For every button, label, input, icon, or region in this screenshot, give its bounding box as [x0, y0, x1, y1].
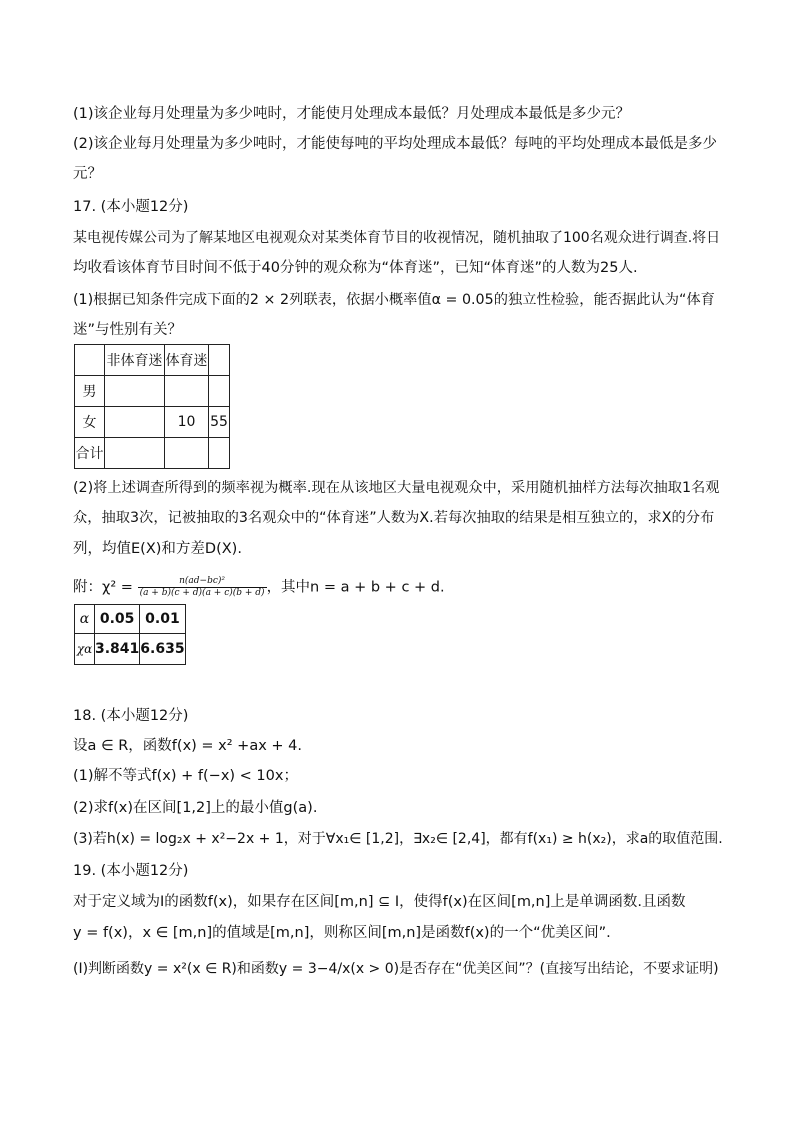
- table-row: [75, 438, 230, 469]
- table-cell: [165, 376, 209, 407]
- q18-heading: 18. (本小题12分): [73, 708, 189, 724]
- table-cell: 合计: [75, 438, 105, 469]
- table-row: [75, 605, 186, 634]
- table-row: [75, 345, 230, 376]
- q17-intro-line1: 某电视传媒公司为了解某地区电视观众对某类体育节目的收视情况，随机抽取了100名观众进行调查.将日: [73, 230, 721, 246]
- critical-value-table: [74, 604, 186, 665]
- chi-square-fraction: [138, 576, 267, 599]
- q17-part2-line2: 众，抽取3次，记被抽取的3名观众中的“体育迷”人数为X.若每次抽取的结果是相互独立的，求X的分布: [73, 510, 715, 526]
- table-cell: 体育迷: [165, 345, 209, 376]
- table-cell: 非体育迷: [105, 345, 165, 376]
- q16-part2-line2: 元？: [73, 166, 102, 182]
- q17-part1-line2: 迷”与性别有关？: [73, 322, 183, 338]
- q18-part3: (3)若h(x) = log₂x + x²−2x + 1，对于∀x₁∈ [1,2]，∃x₂∈ [2,4]，都有f(x₁) ≥ h(x₂)，求a的取值范围.: [73, 831, 723, 847]
- table-cell: 0.01: [140, 605, 185, 634]
- table-cell: χα: [75, 634, 95, 665]
- q19-intro-line2: y = f(x)，x ∈ [m,n]的值域是[m,n]，则称区间[m,n]是函数f(x)的一个“优美区间”.: [73, 925, 611, 941]
- table-cell: 男: [75, 376, 105, 407]
- fraction-denominator: (a + b)(c + d)(a + c)(b + d): [139, 588, 265, 598]
- table-cell: 6.635: [140, 634, 185, 665]
- table-cell: [209, 376, 230, 407]
- q18-part2: (2)求f(x)在区间[1,2]上的最小值g(a).: [73, 800, 318, 816]
- contingency-table: [74, 344, 230, 469]
- table-cell: [105, 438, 165, 469]
- table-cell: [209, 345, 230, 376]
- q17-part1-line1: (1)根据已知条件完成下面的2 × 2列联表，依据小概率值α = 0.05的独立性检验，能否据此认为“体育: [73, 292, 715, 308]
- q18-intro: 设a ∈ R，函数f(x) = x² +ax + 4.: [73, 738, 302, 754]
- q17-heading: 17. (本小题12分): [73, 199, 189, 215]
- table-cell: [75, 345, 105, 376]
- fraction-numerator: n(ad−bc)²: [138, 576, 267, 588]
- q17-part2-line3: 列，均值E(X)和方差D(X).: [73, 541, 242, 557]
- table-cell: [105, 407, 165, 438]
- formula-prefix: 附：χ² =: [73, 579, 138, 596]
- formula-suffix: ，其中n = a + b + c + d.: [266, 579, 445, 596]
- table-row: [75, 407, 230, 438]
- table-cell: α: [75, 605, 95, 634]
- q18-part1: (1)解不等式f(x) + f(−x) < 10x；: [73, 768, 298, 784]
- q17-part2-line1: (2)将上述调查所得到的频率视为概率.现在从该地区大量电视观众中，采用随机抽样方法每次抽取1名观: [73, 480, 720, 496]
- q17-intro-line2: 均收看该体育节目时间不低于40分钟的观众称为“体育迷”，已知“体育迷”的人数为25人.: [73, 260, 638, 276]
- table-cell: [209, 438, 230, 469]
- q19-part1: (Ⅰ)判断函数y = x²(x ∈ R)和函数y = 3−4/x(x > 0)是否存在“优美区间”？(直接写出结论，不要求证明): [73, 961, 719, 977]
- table-cell: 55: [209, 407, 230, 438]
- table-cell: [165, 438, 209, 469]
- q19-intro-line1: 对于定义域为I的函数f(x)，如果存在区间[m,n] ⊆ I，使得f(x)在区间[m,n]上是单调函数.且函数: [73, 894, 686, 910]
- table-row: [75, 376, 230, 407]
- table-cell: 0.05: [95, 605, 140, 634]
- table-cell: [105, 376, 165, 407]
- q19-heading: 19. (本小题12分): [73, 863, 189, 879]
- q16-part1: (1)该企业每月处理量为多少吨时，才能使月处理成本最低？月处理成本最低是多少元？: [73, 106, 631, 122]
- chi-square-formula: [73, 576, 445, 599]
- table-cell: 女: [75, 407, 105, 438]
- q16-part2-line1: (2)该企业每月处理量为多少吨时，才能使每吨的平均处理成本最低？每吨的平均处理成本最低是多少: [73, 136, 718, 152]
- table-row: [75, 634, 186, 665]
- table-cell: 3.841: [95, 634, 140, 665]
- table-cell: 10: [165, 407, 209, 438]
